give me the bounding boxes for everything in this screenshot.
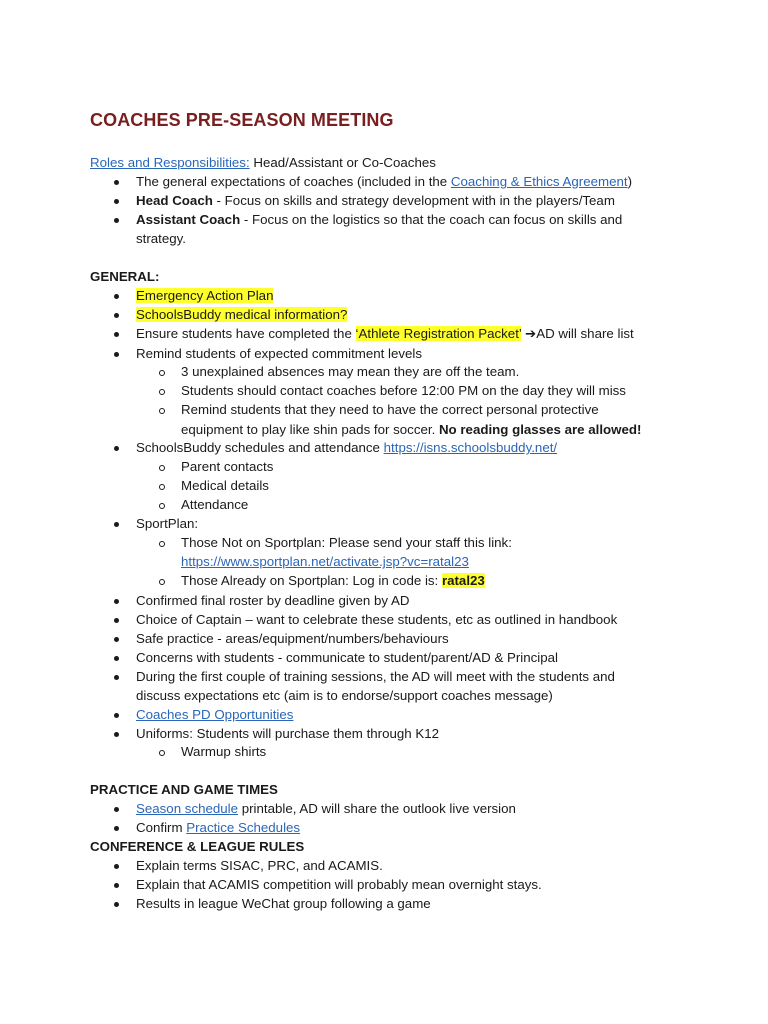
bullet-icon [114,618,119,623]
sub-item: Attendance [181,497,249,512]
head-coach-label: Head Coach [136,193,213,208]
circle-bullet-icon [159,389,165,395]
sub-item: Medical details [181,478,269,493]
bullet-icon [114,522,119,527]
bullet-icon [114,294,119,299]
circle-bullet-icon [159,503,165,509]
bullet-icon [114,807,119,812]
bullet-icon [114,352,119,357]
no-glasses-text: No reading glasses are allowed! [438,422,642,437]
conference-heading: CONFERENCE & LEAGUE RULES [90,839,305,854]
bullet-icon [114,313,119,318]
bullet-icon [114,732,119,737]
bullet-icon [114,180,119,185]
bullet-icon [114,713,119,718]
bullet-icon [114,656,119,661]
list-item-cont: strategy. [136,231,187,246]
list-item [136,191,615,210]
sub-item: Those Not on Sportplan: Please send your staff this link: [181,535,512,550]
sub-item: 3 unexplained absences may mean they are off the team. [181,364,520,379]
bullet-icon [114,864,119,869]
list-item: Safe practice - areas/equipment/numbers/behaviours [136,631,449,646]
item-text: Ensure students have completed the [136,326,356,341]
list-item: SportPlan: [136,516,199,531]
list-item: Confirmed final roster by deadline given by AD [136,593,410,608]
bullet-icon [114,637,119,642]
sub-item: Warmup shirts [181,744,267,759]
bullet-icon [114,446,119,451]
practice-schedules-link[interactable]: Practice Schedules [186,820,301,835]
season-schedule-link[interactable]: Season schedule [136,801,239,816]
sub-item-cont [181,552,469,571]
circle-bullet-icon [159,484,165,490]
bullet-icon [114,826,119,831]
roles-line [90,153,436,172]
sub-item [181,571,485,590]
list-item [136,172,632,191]
bullet-icon [114,883,119,888]
bullet-icon [114,199,119,204]
coaches-pd-link[interactable]: Coaches PD Opportunities [136,707,294,722]
list-item: Concerns with students - communicate to student/parent/AD & Principal [136,650,559,665]
circle-bullet-icon [159,370,165,376]
general-heading: GENERAL: [90,269,160,284]
circle-bullet-icon [159,541,165,547]
list-item [136,286,273,305]
list-item: Choice of Captain – want to celebrate these students, etc as outlined in handbook [136,612,618,627]
eap-text: Emergency Action Plan [136,288,274,303]
circle-bullet-icon [159,465,165,471]
circle-bullet-icon [159,408,165,414]
bullet-icon [114,332,119,337]
bullet-icon [114,902,119,907]
list-item [136,818,300,837]
list-item [136,705,293,724]
item-text: ) [627,174,632,189]
sub-item: Remind students that they need to have the correct personal protective [181,402,599,417]
list-item: Uniforms: Students will purchase them through K12 [136,726,440,741]
item-text: AD will share list [536,326,634,341]
list-item: Explain that ACAMIS competition will probably mean overnight stays. [136,877,542,892]
item-text: equipment to play like shin pads for soccer. [181,422,439,437]
bullet-icon [114,675,119,680]
circle-bullet-icon [159,750,165,756]
list-item [136,305,347,324]
sub-item: Parent contacts [181,459,274,474]
list-item: Results in league WeChat group following a game [136,896,431,911]
item-text: - Focus on the logistics so that the coach can focus on skills and [240,212,623,227]
registration-packet-text: ‘Athlete Registration Packet’ [355,326,522,341]
roles-rest: Head/Assistant or Co-Coaches [249,155,436,170]
item-text: Confirm [136,820,187,835]
schoolsbuddy-link[interactable]: https://isns.schoolsbuddy.net/ [383,440,558,455]
assistant-coach-label: Assistant Coach [136,212,241,227]
list-item-cont: discuss expectations etc (aim is to endorse/support coaches message) [136,688,553,703]
item-text: SchoolsBuddy schedules and attendance [136,440,384,455]
sportplan-link[interactable]: https://www.sportplan.net/activate.jsp?vc=ratal23 [181,554,469,569]
item-text: The general expectations of coaches (included in the [136,174,451,189]
list-item [136,210,622,229]
list-item [136,799,516,818]
login-code: ratal23 [441,573,485,588]
arrow-right-icon: ➔ [521,326,537,341]
item-text: Those Already on Sportplan: Log in code is: [181,573,442,588]
bullet-icon [114,218,119,223]
list-item [136,324,634,343]
item-text: - Focus on skills and strategy development with in the players/Team [212,193,615,208]
bullet-icon [114,599,119,604]
list-item: During the first couple of training sessions, the AD will meet with the students and [136,669,615,684]
roles-link[interactable]: Roles and Responsibilities: [90,155,250,170]
item-text: printable, AD will share the outlook live version [238,801,516,816]
sub-item-cont [181,420,641,439]
medical-text: SchoolsBuddy medical information? [136,307,348,322]
sub-item: Students should contact coaches before 12:00 PM on the day they will miss [181,383,626,398]
page-title: COACHES PRE-SEASON MEETING [90,110,394,130]
list-item: Remind students of expected commitment levels [136,346,423,361]
circle-bullet-icon [159,579,165,585]
coaching-ethics-link[interactable]: Coaching & Ethics Agreement [450,174,628,189]
list-item [136,438,557,457]
practice-heading: PRACTICE AND GAME TIMES [90,782,278,797]
list-item: Explain terms SISAC, PRC, and ACAMIS. [136,858,383,873]
